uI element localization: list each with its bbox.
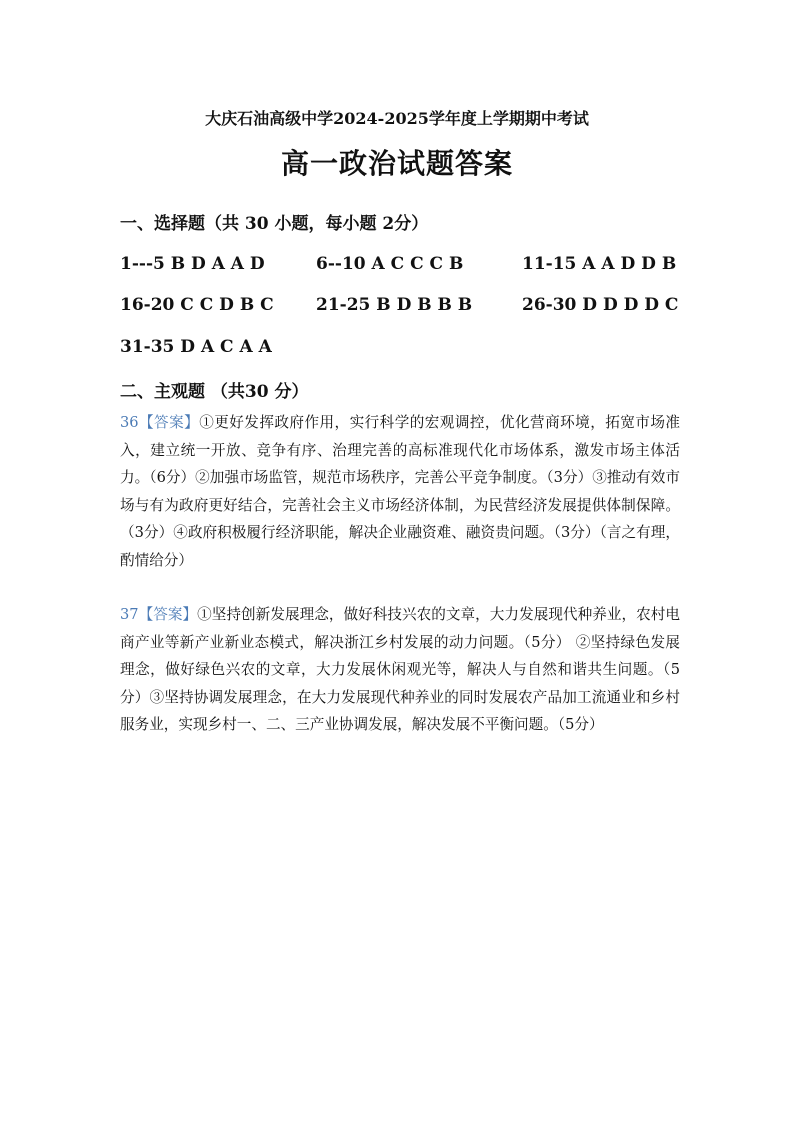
answer-37: [120, 601, 680, 739]
mc-answer-row: [120, 295, 680, 319]
section-heading-subjective: 二、主观题 （共30 分）: [120, 382, 309, 402]
mc-answer-row: [120, 254, 680, 278]
school-exam-title: 大庆石油高级中学2024-2025学年度上学期期中考试: [205, 109, 589, 128]
mc-answer-group: 26-30 D D D D C: [522, 295, 679, 315]
mc-answer-group: 1---5 B D A A D: [120, 254, 265, 274]
mc-answer-group: 16-20 C C D B C: [120, 295, 274, 315]
answer-tag: 【答案】: [138, 606, 198, 623]
document-title: 高一政治试题答案: [280, 147, 513, 180]
answer-tag: 【答案】: [138, 414, 200, 431]
question-number: 37: [120, 606, 139, 623]
mc-answer-group: 31-35 D A C A A: [120, 337, 272, 357]
answer-text: ①更好发挥政府作用，实行科学的宏观调控，优化营商环境，拓宽市场准入，建立统一开放、竞争有序、治理完善的高标准现代化市场体系，激发市场主体活力。（6分）②加强市场监管，规范市场秩序，完善公平竞争制度。（3分）③推动有效市场与有为政府更好结合，完善社会主义市场经济体制，为民营经济发展提供体制保障。（3分）④政府积极履行经济职能，解决企业融资难、融资贵问题。（3分）（言之有理，酌情给分）: [120, 414, 680, 569]
mc-answer-group: 11-15 A A D D B: [522, 254, 677, 274]
section-heading-multiple-choice: 一、选择题（共 30 小题，每小题 2分）: [120, 214, 429, 234]
mc-answer-group: 21-25 B D B B B: [316, 295, 473, 315]
answer-text: ①坚持创新发展理念，做好科技兴农的文章，大力发展现代种养业，农村电商产业等新产业新业态模式，解决浙江乡村发展的动力问题。（5分） ②坚持绿色发展理念，做好绿色兴农的文章，大力发展休闲观光等，解决人与自然和谐共生问题。（5分）③坚持协调发展理念，在大力发展现代种养业的同时发展农产品加工流通业和乡村服务业，实现乡村一、二、三产业协调发展，解决发展不平衡问题。（5分）: [120, 606, 680, 734]
mc-answer-row: [120, 337, 680, 361]
question-number: 36: [120, 414, 139, 431]
mc-answer-group: 6--10 A C C C B: [316, 254, 464, 274]
answer-36: [120, 409, 680, 575]
